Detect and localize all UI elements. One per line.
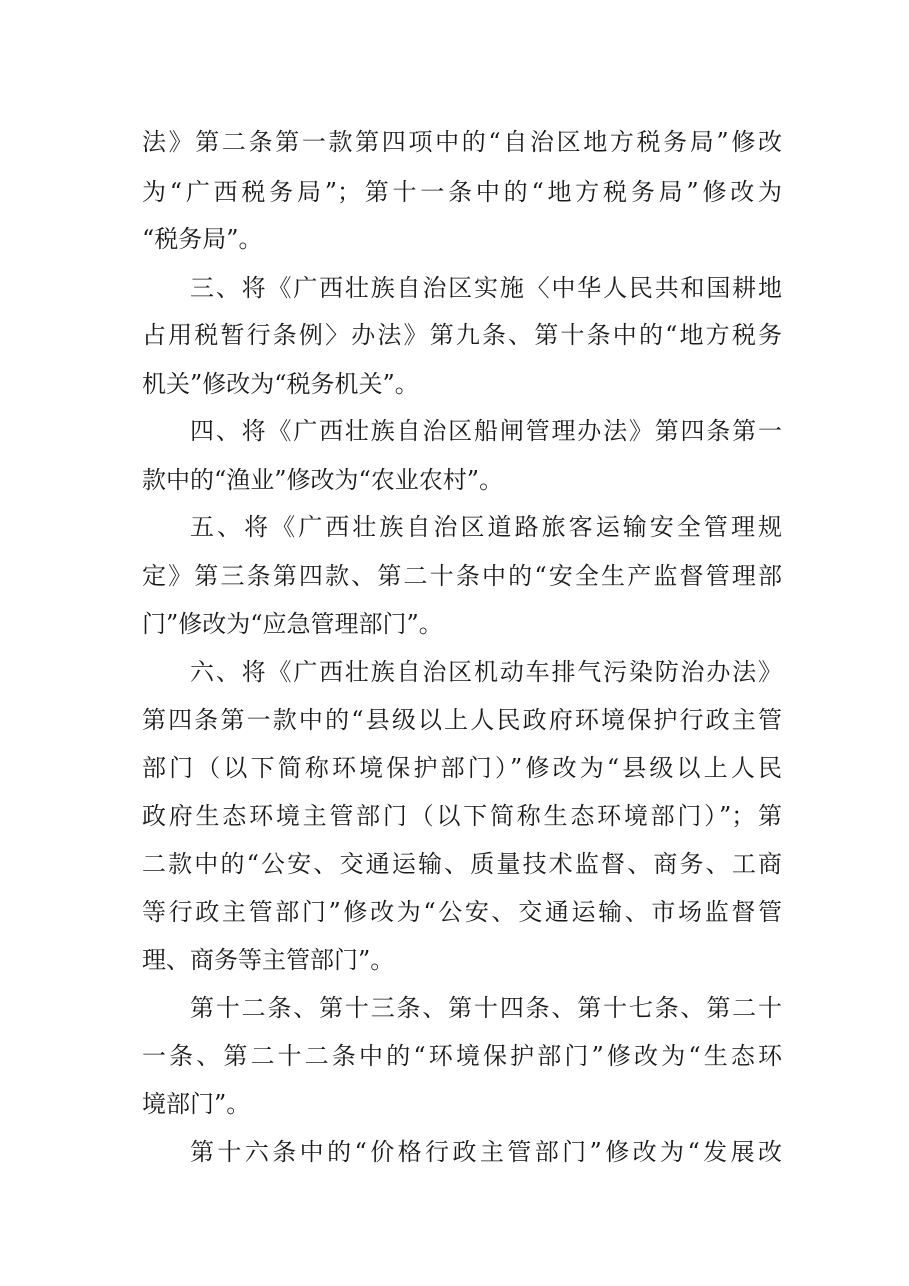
text-line: 三、将《广西壮族自治区实施〈中华人民共和国耕地 xyxy=(190,274,782,302)
text-line: 款中的“渔业”修改为“农业农村”。 xyxy=(142,466,504,494)
text-line: 机关”修改为“税务机关”。 xyxy=(142,370,419,398)
text-line: 四、将《广西壮族自治区船闸管理办法》第四条第一 xyxy=(190,417,782,445)
text-line: 占用税暂行条例〉办法》第九条、第十条中的“地方税务 xyxy=(142,321,782,349)
text-line: 理、商务等主管部门”。 xyxy=(142,946,395,974)
text-line: “税务局”。 xyxy=(142,225,263,253)
text-line: 定》第三条第四款、第二十条中的“安全生产监督管理部 xyxy=(142,562,782,590)
text-line: 第十六条中的“价格行政主管部门”修改为“发展改 xyxy=(190,1138,782,1166)
text-line: 第四条第一款中的“县级以上人民政府环境保护行政主管 xyxy=(142,706,782,734)
text-line: 六、将《广西壮族自治区机动车排气污染防治办法》 xyxy=(190,658,782,686)
text-line: 境部门”。 xyxy=(142,1090,251,1118)
text-line: 法》第二条第一款第四项中的“自治区地方税务局”修改 xyxy=(142,128,782,156)
text-line: 为“广西税务局”；第十一条中的“地方税务局”修改为 xyxy=(142,178,782,206)
text-line: 门”修改为“应急管理部门”。 xyxy=(142,610,443,638)
text-line: 第十二条、第十三条、第十四条、第十七条、第二十 xyxy=(190,994,782,1022)
text-line: 部门（以下简称环境保护部门）”修改为“县级以上人民 xyxy=(142,754,782,782)
text-line: 一条、第二十二条中的“环境保护部门”修改为“生态环 xyxy=(142,1042,782,1070)
text-line: 等行政主管部门”修改为“公安、交通运输、市场监督管 xyxy=(142,898,782,926)
text-line: 五、将《广西壮族自治区道路旅客运输安全管理规 xyxy=(190,513,782,541)
text-line: 二款中的“公安、交通运输、质量技术监督、商务、工商 xyxy=(142,850,782,878)
text-line: 政府生态环境主管部门（以下简称生态环境部门）”；第 xyxy=(142,802,782,830)
